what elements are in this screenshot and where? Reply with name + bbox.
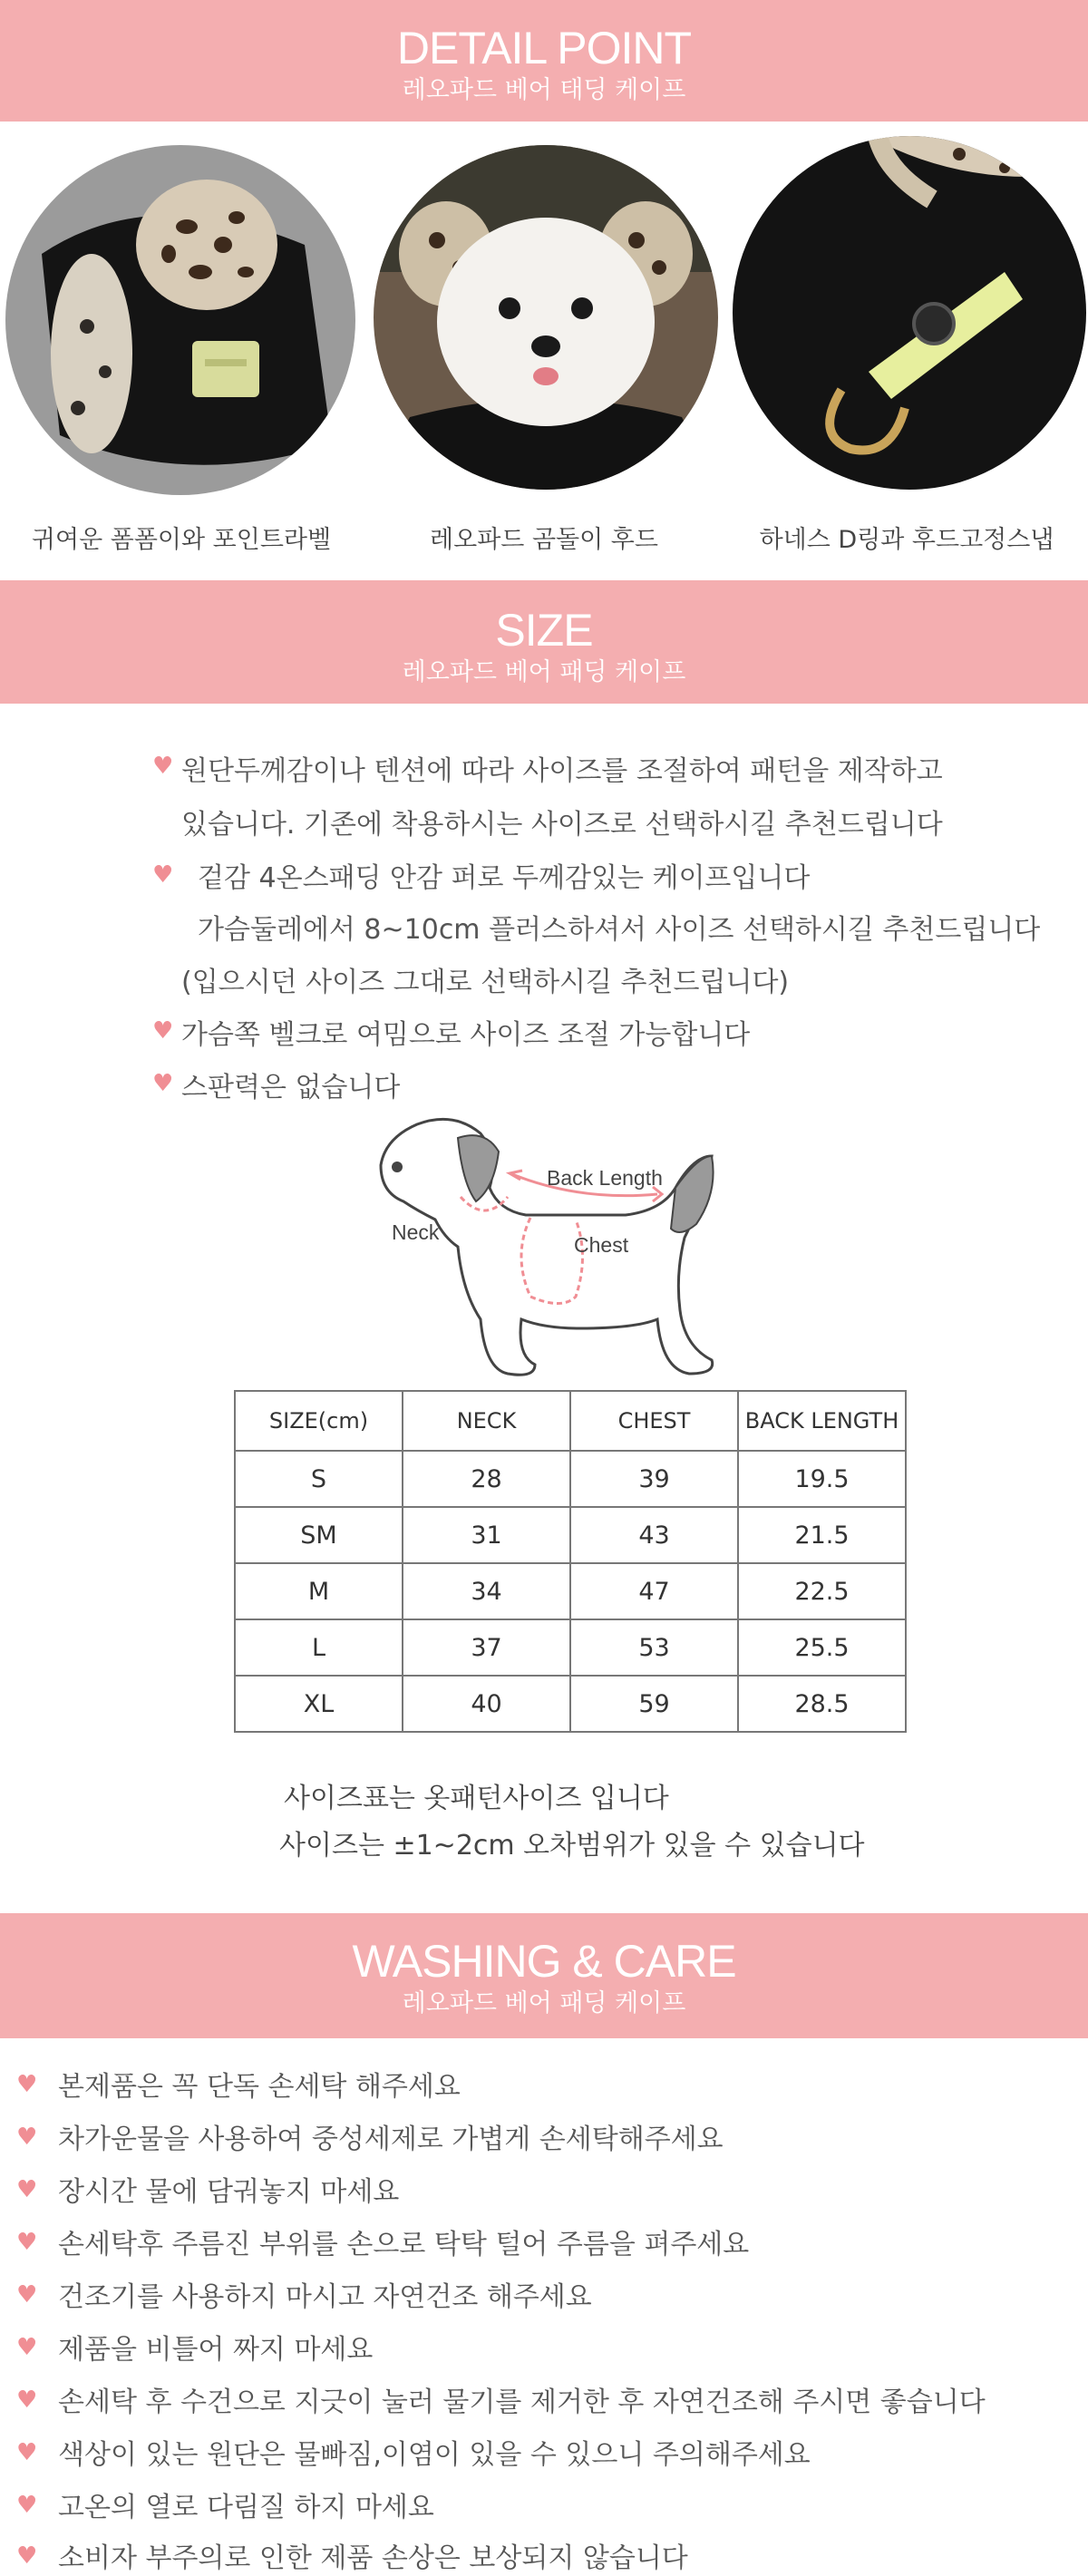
table-cell: 40: [403, 1676, 570, 1732]
table-cell: 28: [403, 1451, 570, 1507]
table-row: [235, 1563, 906, 1619]
table-header-row: [235, 1391, 906, 1451]
heart-icon: ♥: [16, 2439, 38, 2466]
label-neck: Neck: [392, 1220, 440, 1244]
detail-subtitle: 레오파드 베어 태딩 케이프: [402, 76, 686, 104]
label-back-length: Back Length: [547, 1166, 663, 1190]
table-row: [235, 1676, 906, 1732]
dog-measure-diagram: [363, 1102, 743, 1392]
care-item-10: 소비자 부주의로 인한 제품 손상은 보상되지 않습니다: [58, 2542, 688, 2574]
dog-tail: [671, 1156, 714, 1232]
care-banner: [0, 1913, 1088, 2038]
size-note-6: 가슴쪽 벨크로 여밈으로 사이즈 조절 가능합니다: [181, 1019, 751, 1051]
table-cell: M: [235, 1563, 403, 1619]
table-cell: 37: [403, 1619, 570, 1676]
table-row: [235, 1507, 906, 1563]
caption-pompom: 귀여운 폼폼이와 포인트라벨: [31, 526, 332, 554]
table-cell: XL: [235, 1676, 403, 1732]
size-note-7: 스판력은 없습니다: [181, 1072, 401, 1103]
dog-outline: [381, 1119, 713, 1375]
size-note-5: (입으시던 사이즈 그대로 선택하시길 추천드립니다): [181, 967, 790, 998]
size-footnote-2: 사이즈는 ±1~2cm 오차범위가 있을 수 있습니다: [279, 1830, 865, 1862]
detail-title: DETAIL POINT: [396, 23, 692, 73]
size-note-3: 겉감 4온스패딩 안감 퍼로 두께감있는 케이프입니다: [198, 862, 811, 894]
size-note-4: 가슴둘레에서 8~10cm 플러스하셔서 사이즈 선택하시길 추천드립니다: [198, 914, 1041, 946]
size-subtitle: 레오파드 베어 패딩 케이프: [402, 658, 686, 686]
care-item-2: 차가운물을 사용하여 중성세제로 가볍게 손세탁해주세요: [58, 2124, 724, 2155]
table-row: [235, 1619, 906, 1676]
care-item-9: 고온의 열로 다림질 하지 마세요: [58, 2492, 434, 2523]
heart-icon: ♥: [16, 2281, 38, 2309]
care-subtitle: 레오파드 베어 패딩 케이프: [402, 1989, 686, 2017]
size-footnote-1: 사이즈표는 옷패턴사이즈 입니다: [284, 1783, 669, 1814]
detail-point-banner: [0, 0, 1088, 122]
table-cell: 31: [403, 1507, 570, 1563]
care-item-7: 손세탁 후 수건으로 지긋이 눌러 물기를 제거한 후 자연건조해 주시면 좋습니다: [58, 2386, 986, 2418]
header-chest: CHEST: [570, 1391, 738, 1451]
size-note-1: 원단두께감이나 텐션에 따라 사이즈를 조절하여 패턴을 제작하고: [181, 755, 943, 787]
table-cell: 25.5: [738, 1619, 906, 1676]
heart-icon: ♥: [16, 2229, 38, 2256]
header-back-length: BACK LENGTH: [738, 1391, 906, 1451]
table-cell: 22.5: [738, 1563, 906, 1619]
size-table: [234, 1390, 907, 1733]
care-title: WASHING & CARE: [352, 1936, 736, 1987]
table-cell: 34: [403, 1563, 570, 1619]
table-cell: 53: [570, 1619, 738, 1676]
heart-icon: ♥: [16, 2124, 38, 2151]
heart-icon: ♥: [152, 861, 174, 889]
heart-icon: ♥: [16, 2386, 38, 2414]
heart-icon: ♥: [16, 2176, 38, 2203]
table-cell: 47: [570, 1563, 738, 1619]
table-cell: 28.5: [738, 1676, 906, 1732]
heart-icon: ♥: [152, 753, 174, 780]
table-cell: 39: [570, 1451, 738, 1507]
care-item-8: 색상이 있는 원단은 물빠짐,이염이 있을 수 있으니 주의해주세요: [58, 2439, 811, 2471]
label-chest: Chest: [574, 1233, 629, 1257]
detail-photo-hood: [374, 145, 718, 490]
header-size: SIZE(cm): [235, 1391, 403, 1451]
caption-hood: 레오파드 곰돌이 후드: [430, 526, 658, 554]
heart-icon: ♥: [16, 2071, 38, 2098]
size-title: SIZE: [495, 605, 593, 656]
table-row: [235, 1451, 906, 1507]
table-cell: L: [235, 1619, 403, 1676]
size-note-2: 있습니다. 기존에 착용하시는 사이즈로 선택하시길 추천드립니다: [181, 809, 943, 841]
heart-icon: ♥: [152, 1017, 174, 1045]
care-item-6: 제품을 비틀어 짜지 마세요: [58, 2334, 374, 2366]
table-cell: S: [235, 1451, 403, 1507]
table-cell: SM: [235, 1507, 403, 1563]
care-item-4: 손세탁후 주름진 부위를 손으로 탁탁 털어 주름을 펴주세요: [58, 2229, 750, 2260]
heart-icon: ♥: [16, 2492, 38, 2519]
detail-photo-pompom: [5, 145, 355, 495]
table-cell: 21.5: [738, 1507, 906, 1563]
detail-photo-dring: [733, 136, 1086, 490]
care-item-1: 본제품은 꼭 단독 손세탁 해주세요: [58, 2071, 461, 2103]
size-banner: [0, 580, 1088, 704]
header-neck: NECK: [403, 1391, 570, 1451]
table-cell: 59: [570, 1676, 738, 1732]
care-item-5: 건조기를 사용하지 마시고 자연건조 해주세요: [58, 2281, 592, 2313]
heart-icon: ♥: [152, 1070, 174, 1097]
heart-icon: ♥: [16, 2542, 38, 2570]
table-cell: 43: [570, 1507, 738, 1563]
care-item-3: 장시간 물에 담궈놓지 마세요: [58, 2176, 400, 2208]
table-cell: 19.5: [738, 1451, 906, 1507]
heart-icon: ♥: [16, 2334, 38, 2361]
caption-dring: 하네스 D링과 후드고정스냅: [759, 526, 1054, 554]
